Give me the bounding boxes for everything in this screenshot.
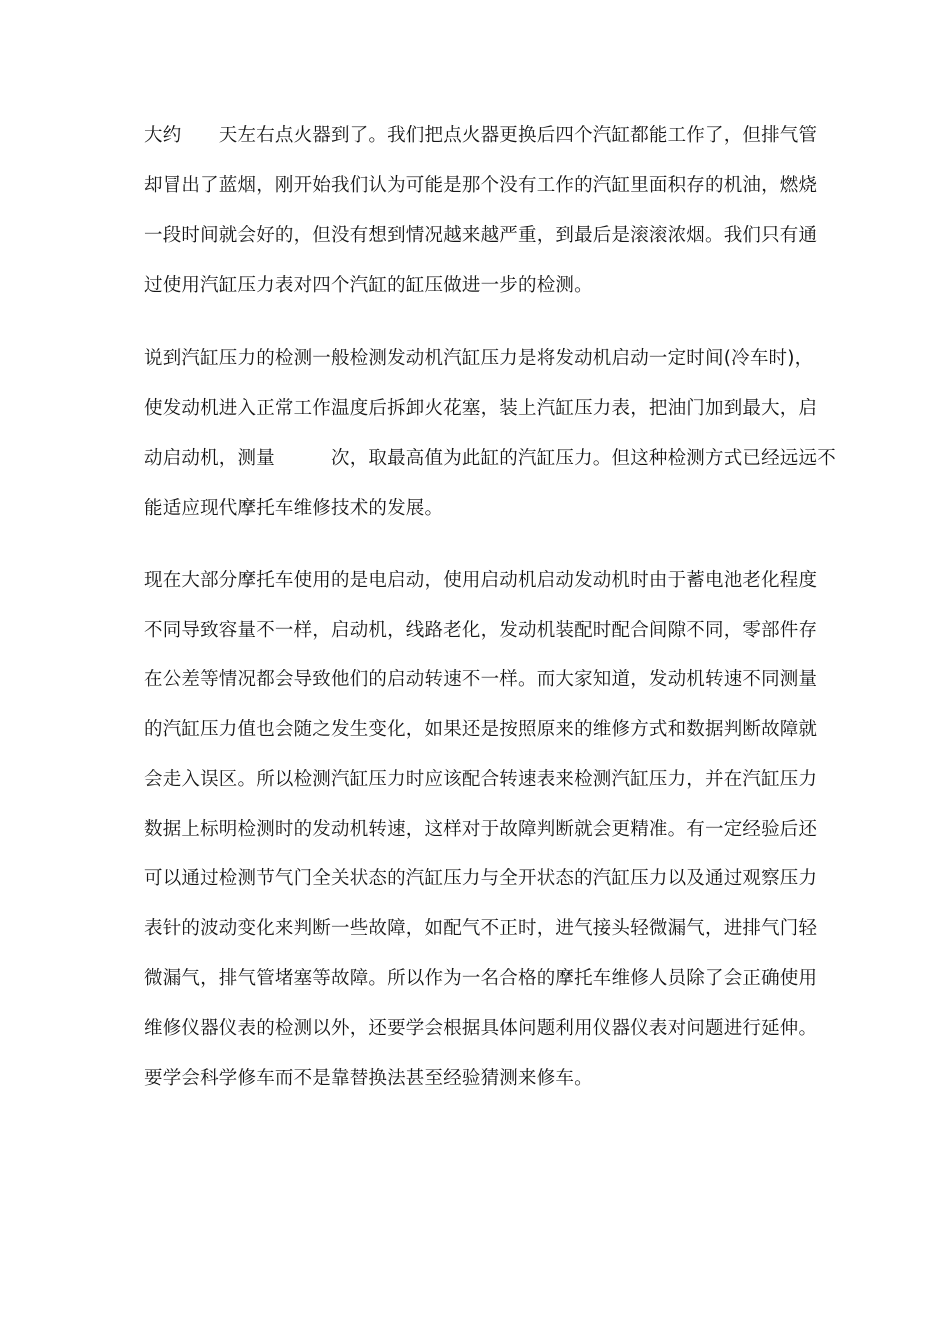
paragraph-3-line-9: 微漏气，排气管堵塞等故障。所以作为一名合格的摩托车维修人员除了会正确使用 (144, 968, 818, 989)
paragraph-3-line-2: 不同导致容量不一样，启动机，线路老化，发动机装配时配合间隙不同，零部件存 (144, 620, 818, 641)
paragraph-3-line-8: 表针的波动变化来判断一些故障，如配气不正时，进气接头轻微漏气，进排气门轻 (144, 918, 818, 939)
paragraph-3-line-1: 现在大部分摩托车使用的是电启动，使用启动机启动发动机时由于蓄电池老化程度 (144, 570, 818, 591)
paragraph-1-line-3: 一段时间就会好的，但没有想到情况越来越严重，到最后是滚滚浓烟。我们只有通 (144, 225, 818, 246)
paragraph-1-line-2: 却冒出了蓝烟，刚开始我们认为可能是那个没有工作的汽缸里面积存的机油，燃烧 (144, 175, 818, 196)
paragraph-2-line-2: 使发动机进入正常工作温度后拆卸火花塞，装上汽缸压力表，把油门加到最大，启 (144, 398, 818, 419)
paragraph-2-line-3: 动启动机，测量 次，取最高值为此缸的汽缸压力。但这种检测方式已经远远不 (144, 448, 836, 469)
paragraph-3-line-5: 会走入误区。所以检测汽缸压力时应该配合转速表来检测汽缸压力，并在汽缸压力 (144, 769, 818, 790)
paragraph-3-line-3: 在公差等情况都会导致他们的启动转速不一样。而大家知道，发动机转速不同测量 (144, 669, 818, 690)
paragraph-2-line-4: 能适应现代摩托车维修技术的发展。 (144, 498, 444, 519)
paragraph-2-line-1: 说到汽缸压力的检测一般检测发动机汽缸压力是将发动机启动一定时间(冷车时)， (144, 348, 814, 369)
paragraph-1-line-1: 大约 天左右点火器到了。我们把点火器更换后四个汽缸都能工作了，但排气管 (144, 125, 818, 146)
paragraph-3-line-7: 可以通过检测节气门全关状态的汽缸压力与全开状态的汽缸压力以及通过观察压力 (144, 868, 818, 889)
paragraph-3-line-4: 的汽缸压力值也会随之发生变化，如果还是按照原来的维修方式和数据判断故障就 (144, 719, 818, 740)
paragraph-3-line-6: 数据上标明检测时的发动机转速，这样对于故障判断就会更精准。有一定经验后还 (144, 819, 818, 840)
paragraph-3-line-11: 要学会科学修车而不是靠替换法甚至经验猜测来修车。 (144, 1068, 593, 1089)
paragraph-3-line-10: 维修仪器仪表的检测以外，还要学会根据具体问题利用仪器仪表对问题进行延伸。 (144, 1018, 818, 1039)
paragraph-1-line-4: 过使用汽缸压力表对四个汽缸的缸压做进一步的检测。 (144, 275, 593, 296)
